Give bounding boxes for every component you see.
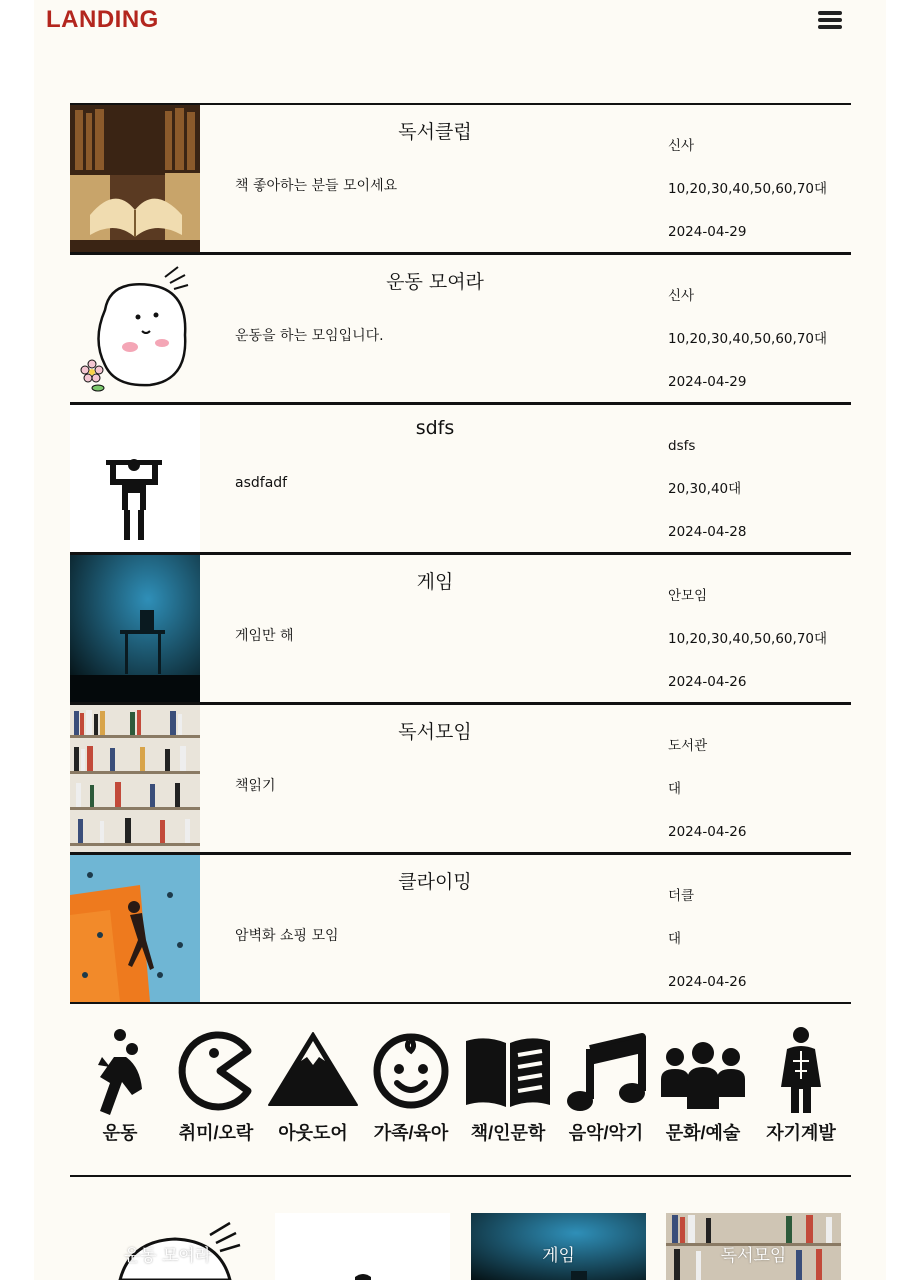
category-outdoor[interactable] xyxy=(265,1027,361,1145)
meeting-ages: 대 xyxy=(668,931,682,947)
category-bar xyxy=(70,1003,851,1177)
meeting-card[interactable] xyxy=(70,852,851,1004)
meeting-location: 도서관 xyxy=(668,738,708,754)
category-label: 취미/오락 xyxy=(178,1123,254,1143)
meeting-location: 신사 xyxy=(668,138,695,154)
meeting-description: asdfadf xyxy=(235,475,288,491)
meeting-ages: 10,20,30,40,50,60,70대 xyxy=(668,631,828,647)
fitness-icon xyxy=(70,405,200,552)
meeting-meta xyxy=(668,275,827,404)
meeting-title: 게임 xyxy=(416,571,454,593)
meeting-title: 독서클럽 xyxy=(398,121,472,143)
meeting-meta xyxy=(668,725,746,854)
music-note-icon xyxy=(560,1027,652,1115)
meeting-card[interactable] xyxy=(70,702,851,852)
meeting-title: 독서모임 xyxy=(398,721,472,743)
meeting-date: 2024-04-29 xyxy=(668,374,747,390)
meeting-description: 게임만 해 xyxy=(235,628,294,644)
meeting-date: 2024-04-26 xyxy=(668,674,747,690)
category-label: 운동 xyxy=(102,1123,138,1143)
meeting-title: 클라이밍 xyxy=(398,871,472,893)
mountain-icon xyxy=(267,1027,359,1115)
gallery-item[interactable] xyxy=(666,1213,841,1280)
meeting-meta xyxy=(668,425,746,554)
header xyxy=(34,0,886,40)
meeting-date: 2024-04-29 xyxy=(668,224,747,240)
gallery-label: 독서모임 xyxy=(720,1246,787,1266)
dark-room-photo xyxy=(70,555,200,702)
category-books[interactable] xyxy=(460,1027,556,1145)
meeting-ages: 20,30,40대 xyxy=(668,481,742,497)
meeting-title: 운동 모여라 xyxy=(386,271,484,293)
meeting-ages: 대 xyxy=(668,781,682,797)
meeting-title: sdfs xyxy=(415,417,455,439)
gallery-label: 게임 xyxy=(542,1246,575,1266)
pacman-icon xyxy=(170,1027,262,1115)
category-label: 음악/악기 xyxy=(568,1123,644,1143)
gallery-label: 운동 모여라 xyxy=(123,1246,212,1266)
logo[interactable]: LANDING xyxy=(46,6,159,33)
category-label: 가족/육아 xyxy=(373,1123,449,1143)
meeting-meta xyxy=(668,875,746,1004)
climbing-wall-photo xyxy=(70,855,200,1002)
cartoon-character xyxy=(70,255,200,402)
meeting-meta xyxy=(668,125,827,254)
meeting-date: 2024-04-26 xyxy=(668,824,747,840)
category-music[interactable] xyxy=(558,1027,654,1145)
gallery-item[interactable] xyxy=(80,1213,255,1280)
meeting-card[interactable] xyxy=(70,552,851,702)
meeting-card[interactable] xyxy=(70,252,851,402)
category-label: 책/인문학 xyxy=(470,1123,546,1143)
meeting-location: 안모임 xyxy=(668,588,708,604)
sport-icon xyxy=(74,1027,166,1115)
meeting-date: 2024-04-28 xyxy=(668,524,747,540)
people-group-icon xyxy=(657,1027,749,1115)
category-sport[interactable] xyxy=(72,1027,168,1145)
gallery xyxy=(70,1213,851,1280)
category-self-development[interactable] xyxy=(753,1027,849,1145)
category-culture[interactable] xyxy=(655,1027,751,1145)
person-icon xyxy=(755,1027,847,1115)
meeting-description: 암벽화 쇼핑 모임 xyxy=(235,928,339,944)
fitness-icon xyxy=(275,1213,450,1280)
meeting-date: 2024-04-26 xyxy=(668,974,747,990)
category-family[interactable] xyxy=(363,1027,459,1145)
books-photo xyxy=(70,105,200,252)
meeting-ages: 10,20,30,40,50,60,70대 xyxy=(668,331,828,347)
meeting-card[interactable] xyxy=(70,402,851,552)
meeting-description: 책 좋아하는 분들 모이세요 xyxy=(235,178,398,194)
gallery-item[interactable] xyxy=(275,1213,450,1280)
meeting-location: dsfs xyxy=(668,438,696,454)
meeting-description: 운동을 하는 모임입니다. xyxy=(235,328,384,344)
category-label: 아웃도어 xyxy=(278,1123,348,1143)
meeting-ages: 10,20,30,40,50,60,70대 xyxy=(668,181,828,197)
baby-face-icon xyxy=(365,1027,457,1115)
bookshelf-photo xyxy=(70,705,200,852)
hamburger-menu-icon[interactable] xyxy=(818,11,842,29)
meeting-location: 신사 xyxy=(668,288,695,304)
category-label: 자기계발 xyxy=(766,1123,836,1143)
meeting-meta xyxy=(668,575,827,704)
meeting-description: 책읽기 xyxy=(235,778,276,794)
gallery-item[interactable] xyxy=(471,1213,646,1280)
category-label: 문화/예술 xyxy=(665,1123,741,1143)
meeting-list xyxy=(70,103,851,1004)
meeting-card[interactable] xyxy=(70,103,851,252)
book-icon xyxy=(462,1027,554,1115)
meeting-location: 더클 xyxy=(668,888,695,904)
category-hobby[interactable] xyxy=(168,1027,264,1145)
